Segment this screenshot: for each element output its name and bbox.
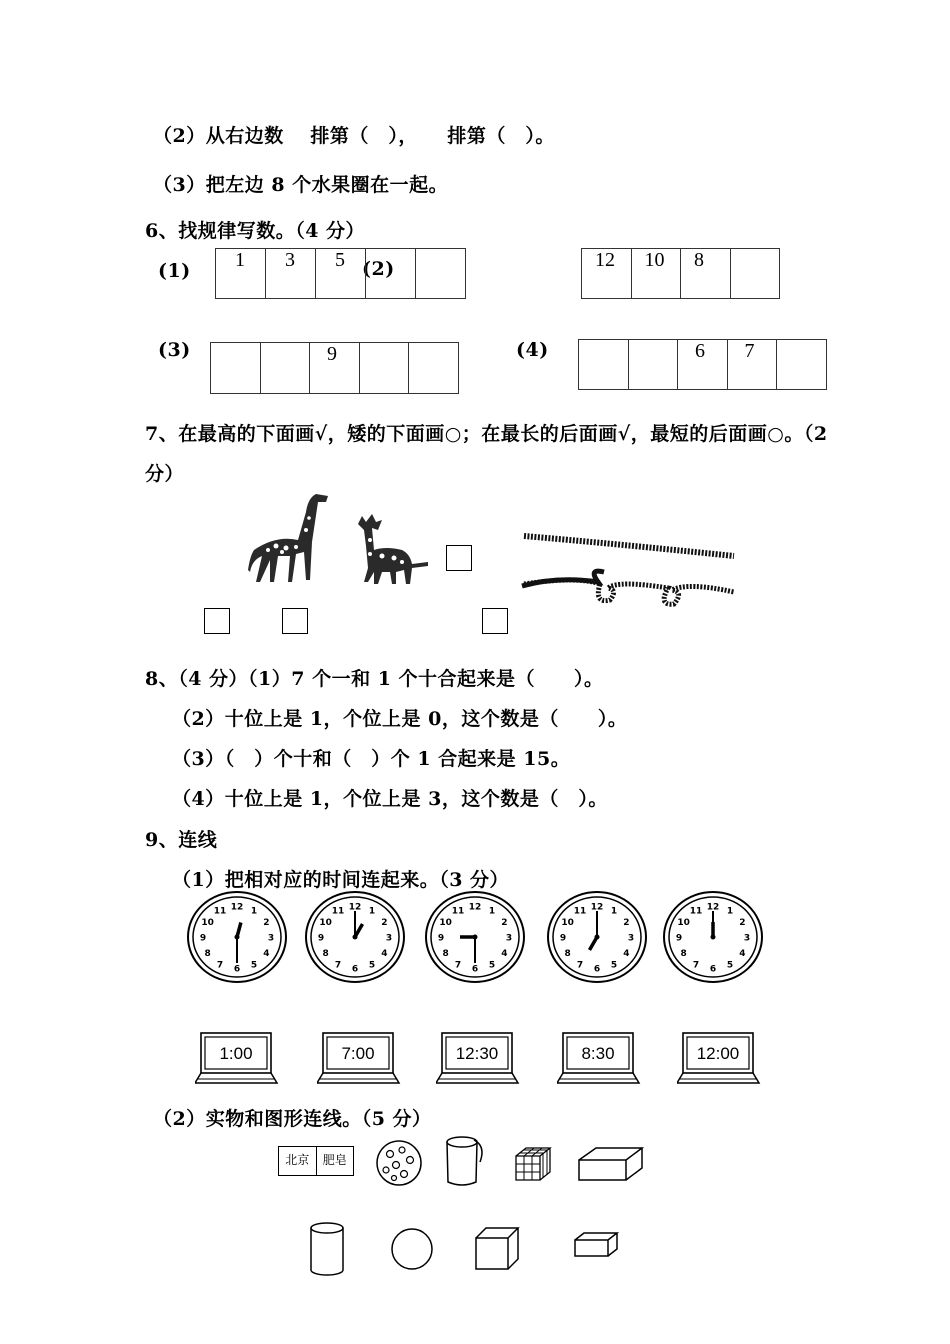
ball-image: [374, 1138, 424, 1188]
q6-p3-label: (3): [158, 339, 191, 361]
clock-number: 6: [471, 964, 479, 975]
clock-number: 8: [680, 949, 687, 959]
analog-clock: [303, 889, 407, 985]
clock-number: 10: [319, 918, 332, 928]
row3-cell[interactable]: [359, 342, 410, 394]
digital-time: 1:00: [219, 1044, 253, 1063]
q6-p4-label: (4): [516, 339, 549, 361]
digital-clock: [436, 1030, 520, 1086]
row2-value: 12: [595, 249, 615, 271]
answer-box-under-short-giraffe[interactable]: [282, 608, 308, 634]
bucket-image: [440, 1132, 490, 1190]
clock-number: 10: [201, 918, 214, 928]
clock-number: 9: [675, 933, 683, 944]
clock-number: 7: [454, 960, 462, 971]
clock-number: 7: [334, 960, 342, 971]
clock-number: 5: [250, 960, 258, 971]
clock-number: 11: [573, 906, 587, 917]
clock-number: 8: [442, 949, 449, 959]
clock-number: 5: [368, 960, 376, 971]
answer-box-under-tall-giraffe[interactable]: [204, 608, 230, 634]
cuboid-shape: [572, 1230, 620, 1260]
clock-number: 5: [610, 960, 618, 971]
row4-cell[interactable]: [776, 339, 827, 390]
soap-box-image: [278, 1146, 354, 1176]
clock-number: 7: [576, 960, 584, 971]
rubiks-cube-image: [512, 1144, 556, 1184]
clock-number: 1: [726, 906, 734, 917]
clock-number: 9: [559, 933, 567, 944]
q9-title: 9、连线: [145, 829, 218, 851]
clock-number: 11: [213, 906, 227, 917]
cube-shape: [472, 1224, 524, 1272]
row4-cell[interactable]: [628, 339, 679, 390]
ropes-image: [518, 526, 740, 618]
cylinder-shape: [306, 1220, 348, 1278]
clock-number: 6: [593, 964, 601, 975]
analog-clock: [185, 889, 289, 985]
row4-cell[interactable]: [578, 339, 629, 390]
row3-value: 9: [327, 343, 337, 365]
soap-box-label-beijing: 北京: [279, 1147, 317, 1175]
row4-value: 6: [695, 340, 705, 362]
row1-cell[interactable]: [415, 248, 466, 299]
block-box-image: [576, 1144, 646, 1184]
q7-title-line1: 7、在最高的下面画√，矮的下面画○；在最长的后面画√，最短的后面画○。（2: [145, 423, 828, 445]
clock-number: 12: [230, 902, 244, 913]
soap-box-label-soap: 肥皂: [322, 1153, 347, 1167]
clock-number: 4: [263, 949, 270, 959]
q8-line1: 8、（4 分）（1）7 个一和 1 个十合起来是（ ）。: [145, 668, 604, 690]
clock-number: 8: [322, 949, 329, 959]
answer-box-after-ropes[interactable]: [482, 608, 508, 634]
clock-number: 11: [331, 906, 345, 917]
clock-number: 3: [505, 933, 513, 944]
clock-number: 6: [351, 964, 359, 975]
clock-number: 9: [437, 933, 445, 944]
q6-p1-label: (1): [158, 260, 191, 282]
clock-number: 11: [451, 906, 465, 917]
clock-number: 9: [199, 933, 207, 944]
clock-number: 10: [439, 918, 452, 928]
q6-title: 6、找规律写数。（4 分）: [145, 220, 366, 242]
clock-center: [473, 935, 478, 940]
clock-number: 8: [204, 949, 211, 959]
row2-value: 8: [694, 249, 704, 271]
clock-number: 1: [250, 906, 258, 917]
clock-number: 4: [739, 949, 746, 959]
q8-line2: （2）十位上是 1，个位上是 0，这个数是（ ）。: [172, 708, 628, 730]
sphere-shape: [388, 1226, 436, 1272]
clock-number: 4: [381, 949, 388, 959]
q5-line3: （3）把左边 8 个水果圈在一起。: [153, 174, 449, 196]
row1-value: 1: [235, 249, 245, 271]
row3-cell[interactable]: [260, 342, 311, 394]
clock-number: 6: [709, 964, 717, 975]
clock-number: 4: [623, 949, 630, 959]
tall-giraffe-image: [246, 490, 338, 585]
clock-number: 2: [623, 918, 630, 928]
clock-number: 12: [706, 902, 720, 913]
clock-number: 8: [564, 949, 571, 959]
clock-center: [711, 935, 716, 940]
clock-number: 3: [743, 933, 751, 944]
digital-clock: [195, 1030, 279, 1086]
clock-number: 1: [488, 906, 496, 917]
clock-center: [235, 935, 240, 940]
clock-number: 1: [368, 906, 376, 917]
clock-number: 7: [216, 960, 224, 971]
digital-clock: [317, 1030, 401, 1086]
answer-box-after-giraffes[interactable]: [446, 545, 472, 571]
clock-number: 2: [501, 918, 508, 928]
row1-value: 3: [285, 249, 295, 271]
clock-number: 3: [627, 933, 635, 944]
clock-number: 12: [348, 902, 362, 913]
row2-value: 10: [644, 249, 665, 271]
clock-center: [595, 935, 600, 940]
clock-number: 7: [692, 960, 700, 971]
row1-value: 5: [335, 249, 345, 271]
analog-clock: [661, 889, 765, 985]
row2-cell[interactable]: [730, 248, 781, 299]
row3-cell[interactable]: [210, 342, 261, 394]
clock-number: 10: [677, 918, 690, 928]
q7-title-line2: 分）: [145, 463, 185, 485]
clock-number: 12: [590, 902, 604, 913]
q8-line3: （3）（ ）个十和（ ）个 1 合起来是 15。: [172, 748, 571, 770]
clock-number: 2: [381, 918, 388, 928]
q9-sub2: （2）实物和图形连线。（5 分）: [153, 1108, 432, 1130]
digital-time: 12:30: [455, 1044, 499, 1063]
clock-number: 4: [501, 949, 508, 959]
digital-clock: [677, 1030, 761, 1086]
clock-number: 5: [726, 960, 734, 971]
digital-time: 8:30: [581, 1044, 615, 1063]
clock-number: 6: [233, 964, 241, 975]
short-giraffe-image: [352, 506, 432, 586]
clock-number: 2: [739, 918, 746, 928]
q8-line4: （4）十位上是 1，个位上是 3，这个数是（ ）。: [172, 788, 608, 810]
clock-number: 11: [689, 906, 703, 917]
row1-cell[interactable]: [365, 248, 416, 299]
clock-number: 1: [610, 906, 618, 917]
analog-clock: [545, 889, 649, 985]
row3-cell[interactable]: [408, 342, 459, 394]
analog-clock: [423, 889, 527, 985]
clock-number: 10: [561, 918, 574, 928]
clock-number: 12: [468, 902, 482, 913]
q9-sub1: （1）把相对应的时间连起来。（3 分）: [172, 869, 510, 891]
row4-value: 7: [744, 340, 755, 362]
clock-number: 3: [385, 933, 393, 944]
q5-line2: （2）从右边数 排第（ ）， 排第（ ）。: [153, 125, 555, 147]
clock-center: [353, 935, 358, 940]
clock-number: 3: [267, 933, 275, 944]
row2-cell: [680, 248, 731, 299]
clock-number: 9: [317, 933, 325, 944]
digital-time: 12:00: [696, 1044, 740, 1063]
digital-clock: [557, 1030, 641, 1086]
clock-number: 5: [488, 960, 496, 971]
q6-p2-label: (2): [362, 258, 395, 280]
clock-number: 2: [263, 918, 270, 928]
digital-time: 7:00: [341, 1044, 375, 1063]
